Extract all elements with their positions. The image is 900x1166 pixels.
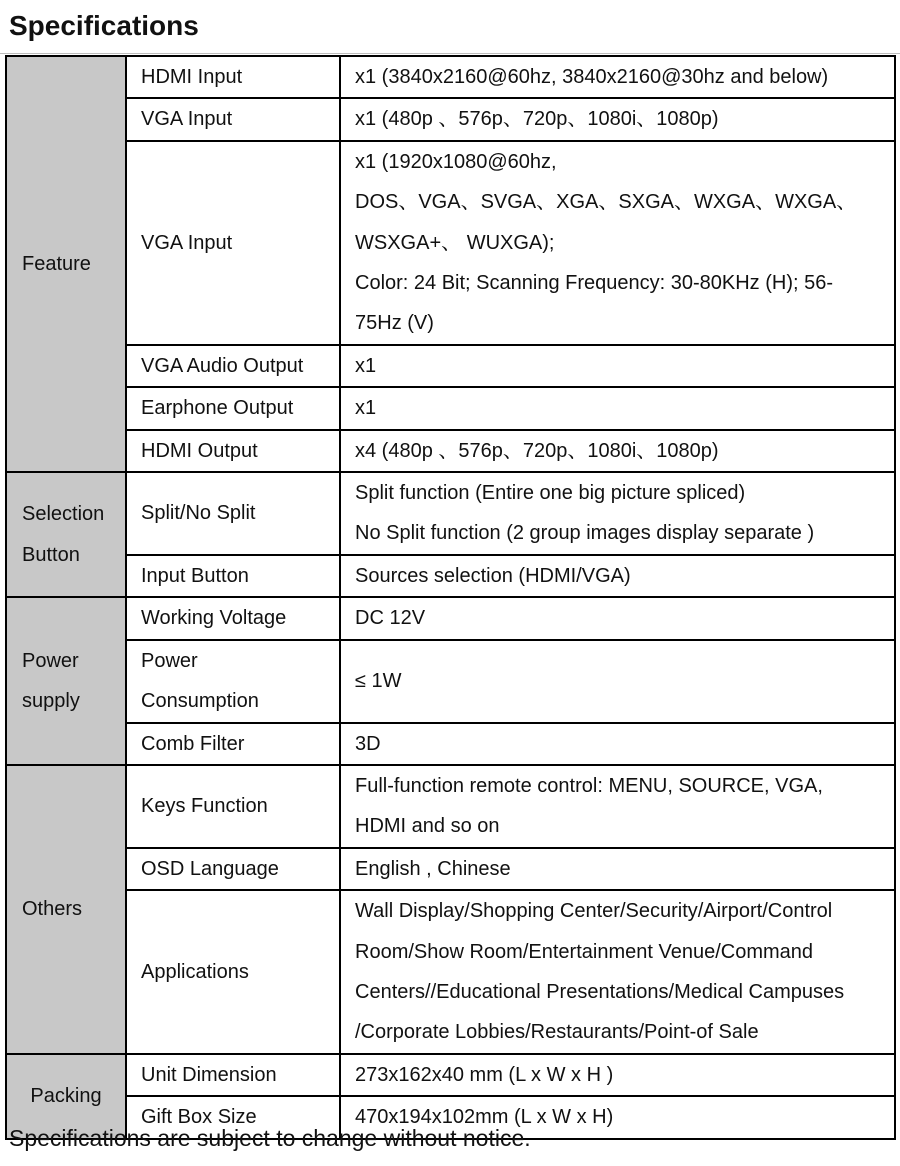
group-selection-button bbox=[6, 472, 126, 597]
table-row bbox=[6, 640, 895, 681]
table-row bbox=[6, 472, 895, 513]
table-row bbox=[6, 387, 895, 429]
table-row bbox=[6, 597, 895, 639]
title-divider bbox=[0, 53, 900, 54]
page-title: Specifications bbox=[9, 10, 199, 41]
spec-value-hdmi-output: x4 (480p 、576p、720p、1080i、1080p) bbox=[340, 430, 895, 472]
spec-label-comb-filter: Comb Filter bbox=[126, 723, 340, 765]
spec-value-unit-dimension: 273x162x40 mm (L x W x H ) bbox=[340, 1054, 895, 1096]
spec-value-vga-input: x1 (480p 、576p、720p、1080i、1080p) bbox=[340, 98, 895, 140]
group-label-line: Selection bbox=[22, 503, 105, 526]
group-label-line: Power bbox=[22, 649, 79, 672]
table-row bbox=[6, 1054, 895, 1096]
spec-value-power-consumption: ≤ 1W bbox=[340, 640, 895, 723]
table-row bbox=[6, 430, 895, 472]
spec-value-vga-input-detail-line: WSXGA+、 WUXGA); bbox=[340, 223, 895, 263]
spec-value-vga-input-detail-line: DOS、VGA、SVGA、XGA、SXGA、WXGA、WXGA、 bbox=[340, 182, 895, 222]
spec-label-power-consumption-line: Consumption bbox=[126, 681, 340, 722]
disclaimer-note: Specifications are subject to change without notice. bbox=[9, 1125, 531, 1151]
spec-label-earphone-output: Earphone Output bbox=[126, 387, 340, 429]
spec-value-working-voltage: DC 12V bbox=[340, 597, 895, 639]
table-row bbox=[6, 765, 895, 806]
spec-value-input-button: Sources selection (HDMI/VGA) bbox=[340, 555, 895, 597]
table-row bbox=[6, 98, 895, 140]
spec-label-applications: Applications bbox=[126, 890, 340, 1054]
spec-value-applications-line: Room/Show Room/Entertainment Venue/Command bbox=[340, 932, 895, 972]
table-row bbox=[6, 56, 895, 98]
spec-label-vga-audio-output: VGA Audio Output bbox=[126, 345, 340, 387]
spec-value-applications-line: Wall Display/Shopping Center/Security/Airport/Control bbox=[340, 890, 895, 931]
spec-value-split-line: No Split function (2 group images display separate ) bbox=[340, 513, 895, 554]
table-row bbox=[6, 555, 895, 597]
spec-label-power-consumption-line: Power bbox=[126, 640, 340, 681]
spec-label-working-voltage: Working Voltage bbox=[126, 597, 340, 639]
spec-value-split-line: Split function (Entire one big picture spliced) bbox=[340, 472, 895, 513]
spec-value-earphone-output: x1 bbox=[340, 387, 895, 429]
spec-label-split-no-split: Split/No Split bbox=[126, 472, 340, 555]
spec-label-osd-language: OSD Language bbox=[126, 848, 340, 890]
spec-label-gift-box-size: Gift Box Size bbox=[126, 1096, 340, 1138]
spec-label-keys-function: Keys Function bbox=[126, 765, 340, 848]
spec-value-gift-box-size: 470x194x102mm (L x W x H) bbox=[340, 1096, 895, 1138]
spec-label-input-button: Input Button bbox=[126, 555, 340, 597]
spec-value-applications-line: Centers//Educational Presentations/Medical Campuses bbox=[340, 972, 895, 1012]
spec-value-vga-input-detail-line: 75Hz (V) bbox=[340, 303, 895, 344]
table-row bbox=[6, 848, 895, 890]
spec-label-unit-dimension: Unit Dimension bbox=[126, 1054, 340, 1096]
spec-label-hdmi-output: HDMI Output bbox=[126, 430, 340, 472]
spec-value-vga-audio-output: x1 bbox=[340, 345, 895, 387]
spec-value-applications-line: /Corporate Lobbies/Restaurants/Point-of Sale bbox=[340, 1012, 895, 1053]
table-row bbox=[6, 723, 895, 765]
group-others: Others bbox=[6, 765, 126, 1054]
specifications-table bbox=[5, 55, 896, 1140]
group-packing: Packing bbox=[6, 1054, 126, 1139]
group-feature: Feature bbox=[6, 56, 126, 472]
spec-value-keys-function-line: HDMI and so on bbox=[340, 806, 895, 847]
table-row bbox=[6, 141, 895, 182]
spec-label-vga-input-detail: VGA Input bbox=[126, 141, 340, 345]
group-label-line: supply bbox=[22, 690, 80, 713]
spec-value-vga-input-detail-line: Color: 24 Bit; Scanning Frequency: 30-80KHz (H); 56- bbox=[340, 263, 895, 303]
spec-value-keys-function-line: Full-function remote control: MENU, SOURCE, VGA, bbox=[340, 765, 895, 806]
spec-label-hdmi-input: HDMI Input bbox=[126, 56, 340, 98]
spec-value-comb-filter: 3D bbox=[340, 723, 895, 765]
group-power-supply bbox=[6, 597, 126, 765]
table-row bbox=[6, 345, 895, 387]
group-label-line: Button bbox=[22, 543, 80, 566]
table-row bbox=[6, 890, 895, 931]
spec-value-hdmi-input: x1 (3840x2160@60hz, 3840x2160@30hz and below) bbox=[340, 56, 895, 98]
spec-value-osd-language: English , Chinese bbox=[340, 848, 895, 890]
spec-value-vga-input-detail-line: x1 (1920x1080@60hz, bbox=[340, 141, 895, 182]
spec-label-vga-input: VGA Input bbox=[126, 98, 340, 140]
